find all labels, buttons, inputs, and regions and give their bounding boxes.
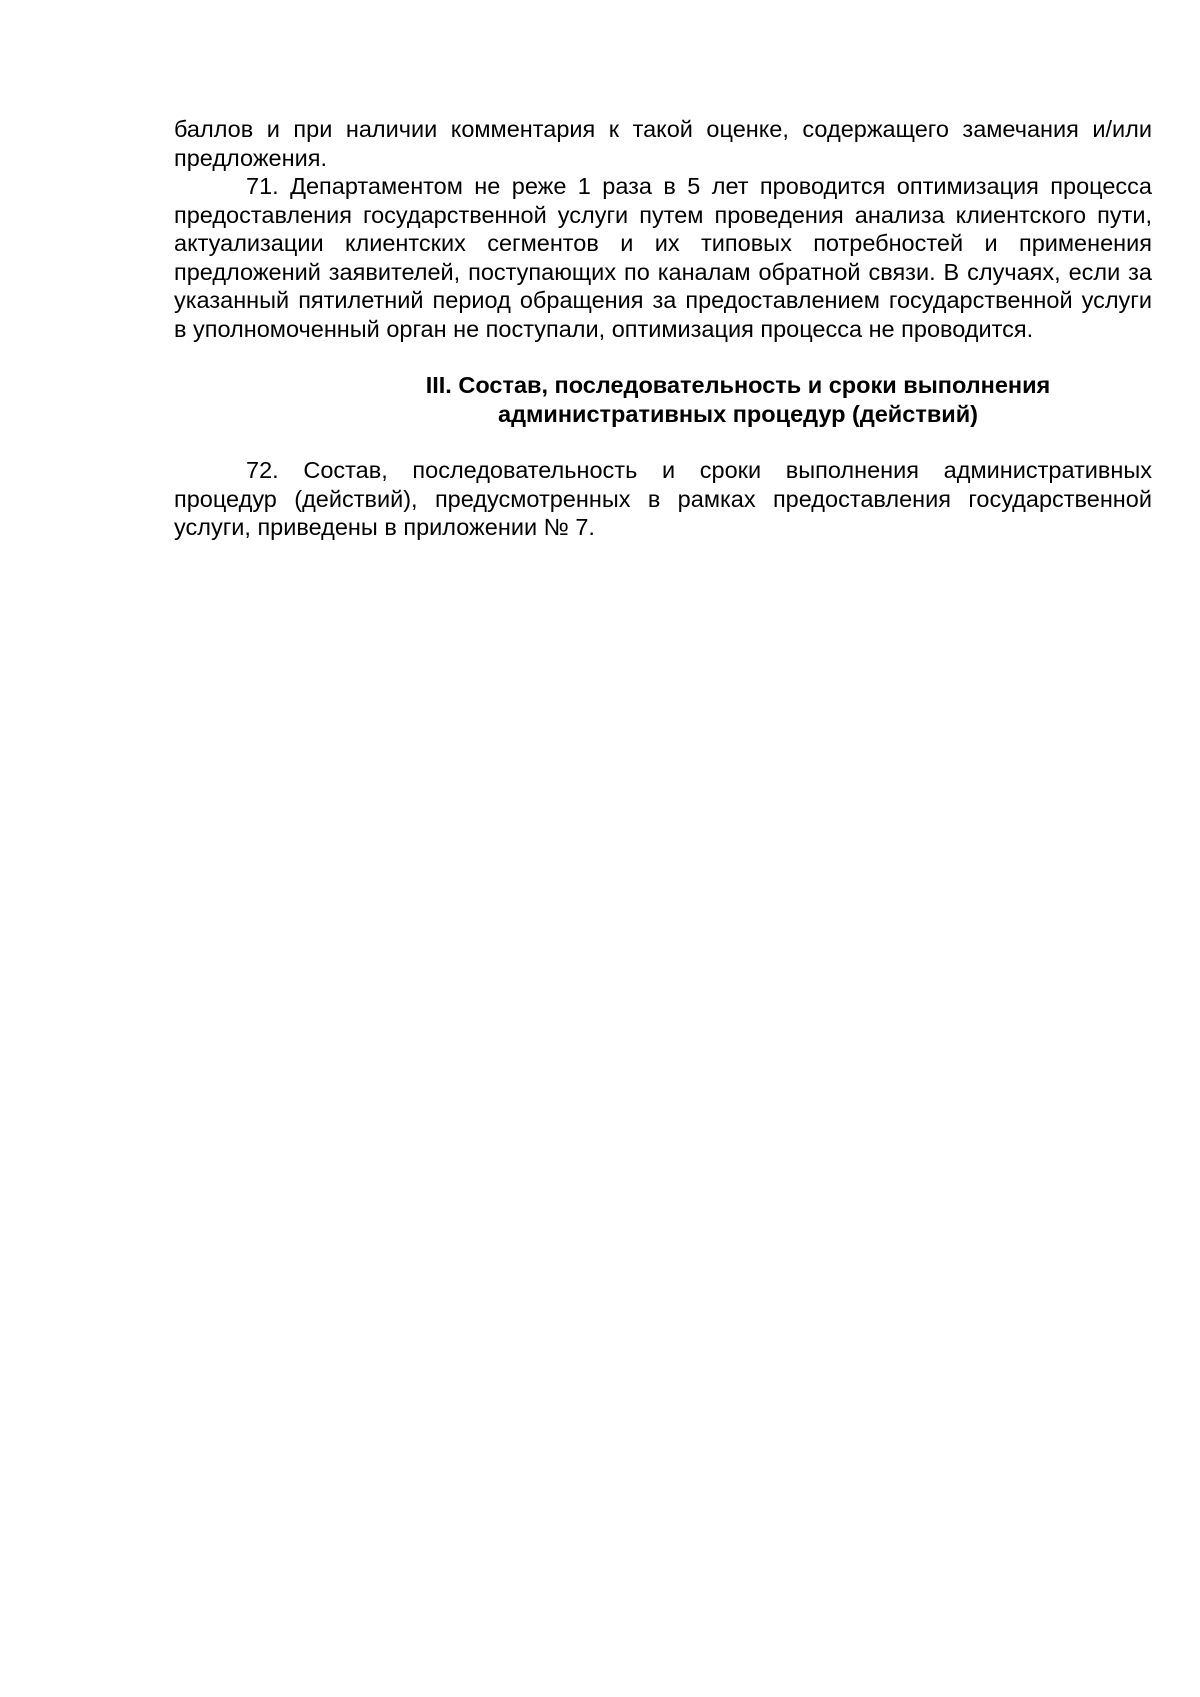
paragraph-71: 71. Департаментом не реже 1 раза в 5 лет проводится оптимизация процесса предоставления государственной услуги путем проведения анализа клиентского пути, актуализации клиентских сегментов и их типовых потребностей и применения предложений заявителей, поступающих по каналам обратной связи. В случаях, если за указанный пятилетний период обращения за предоставлением государственной услуги в уполномоченный орган не поступали, оптимизация процесса не проводится. — [174, 173, 1152, 342]
spacer — [174, 428, 1152, 456]
document-body — [174, 115, 1152, 542]
paragraph-72: 72. Состав, последовательность и сроки выполнения административных процедур (действий), предусмотренных в рамках предоставления государственной услуги, приведены в приложении № 7. — [174, 457, 1152, 540]
section-heading — [174, 371, 1152, 428]
section-heading-line-1: III. Состав, последовательность и сроки выполнения — [425, 372, 1051, 398]
continuation-paragraph: баллов и при наличии комментария к такой оценке, содержащего замечания и/или предложения. — [174, 116, 1152, 171]
section-heading-line-2: административных процедур (действий) — [498, 400, 978, 427]
